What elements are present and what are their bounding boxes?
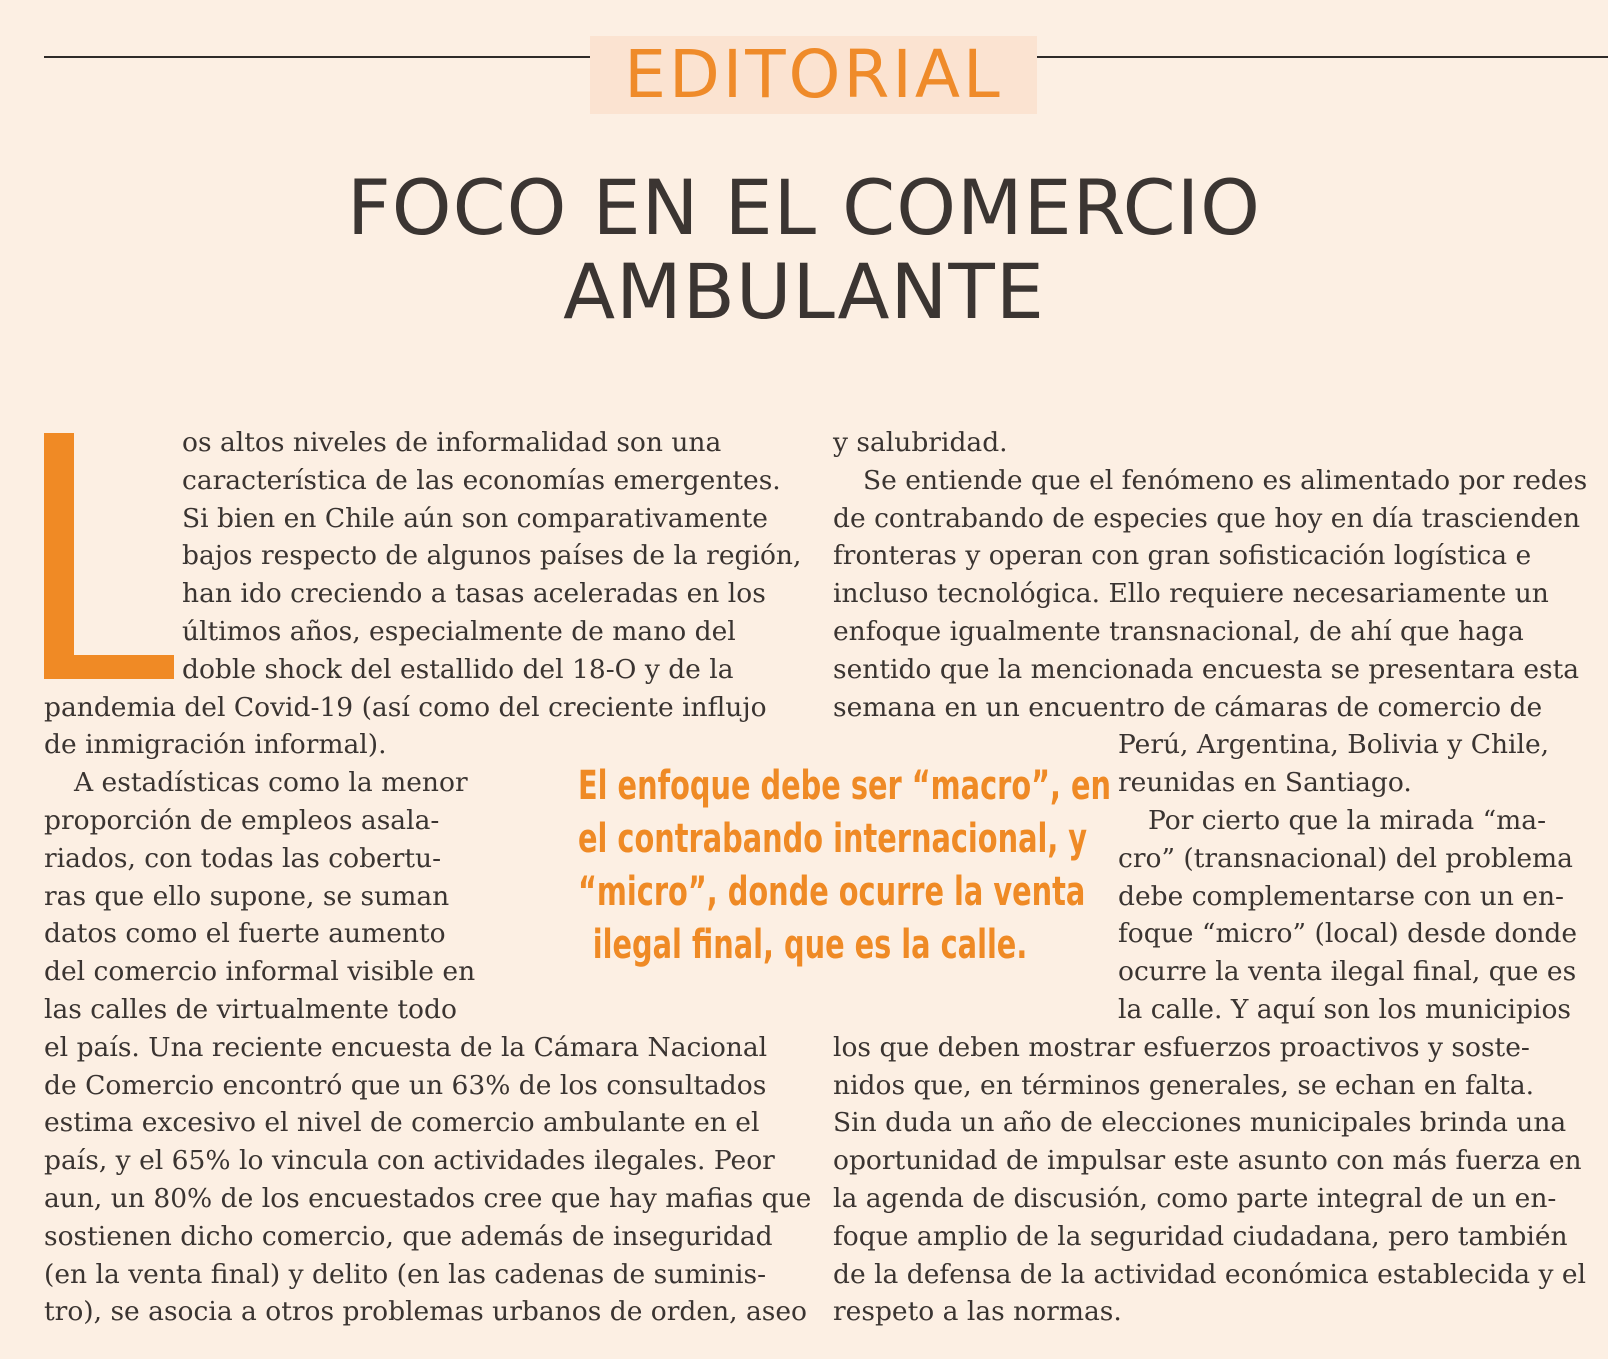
body-line: país, y el 65% lo vincula con actividades ilegales. Peor: [44, 1145, 775, 1177]
body-line: han ido creciendo a tasas aceleradas en los: [182, 578, 766, 610]
body-line: incluso tecnológica. Ello requiere necesariamente un: [833, 578, 1549, 610]
body-line: bajos respecto de algunos países de la región,: [182, 540, 802, 572]
body-line: riados, con todas las cobertu-: [44, 842, 442, 874]
body-line: tro), se asocia a otros problemas urbanos de orden, aseo: [44, 1296, 808, 1328]
body-line: aun, un 80% de los encuestados cree que hay mafias que: [44, 1182, 812, 1214]
body-line: las calles de virtualmente todo: [44, 993, 457, 1025]
body-line: los que deben mostrar esfuerzos proactivos y soste-: [833, 1031, 1530, 1063]
section-label: EDITORIAL: [624, 36, 1003, 113]
body-line: el país. Una reciente encuesta de la Cámara Nacional: [44, 1031, 768, 1063]
pull-quote-line: ilegal final, que es la calle.: [592, 922, 1028, 968]
body-line: oportunidad de impulsar este asunto con más fuerza en: [833, 1145, 1582, 1177]
body-line: sostienen dicho comercio, que además de inseguridad: [44, 1220, 773, 1252]
body-line: estima excesivo el nivel de comercio ambulante en el: [44, 1107, 760, 1139]
body-line: y salubridad.: [833, 427, 1008, 458]
header-rule-left: [44, 56, 590, 58]
pull-quote-line: El enfoque debe ser “macro”, en: [578, 763, 1112, 809]
body-line: Si bien en Chile aún son comparativamente: [182, 502, 768, 534]
body-line: la calle. Y aquí son los municipios: [1118, 993, 1572, 1025]
body-line: ras que ello supone, se suman: [44, 880, 450, 912]
body-line: doble shock del estallido del 18-O y de la: [182, 653, 734, 685]
headline: [44, 163, 1564, 336]
body-line: os altos niveles de informalidad son una: [182, 427, 722, 458]
body-line: foque “micro” (local) desde donde: [1118, 918, 1578, 950]
body-line: del comercio informal visible en: [44, 956, 476, 988]
body-line: característica de las economías emergentes.: [182, 464, 781, 496]
body-line: reunidas en Santiago.: [1118, 767, 1412, 799]
body-line: foque amplio de la seguridad ciudadana, pero también: [833, 1220, 1568, 1252]
body-line: enfoque igualmente transnacional, de ahí que haga: [833, 615, 1524, 647]
body-line: fronteras y operan con gran sofisticación logística e: [833, 540, 1532, 572]
body-line: proporción de empleos asala-: [44, 804, 440, 836]
body-line: respeto a las normas.: [833, 1296, 1122, 1328]
body-line: últimos años, especialmente de mano del: [182, 615, 736, 647]
body-line: cro” (transnacional) del problema: [1118, 842, 1573, 874]
body-line: datos como el fuerte aumento: [44, 918, 446, 950]
body-line: nidos que, en términos generales, se echan en falta.: [833, 1069, 1535, 1101]
pull-quote-line: “micro”, donde ocurre la venta: [578, 869, 1086, 915]
section-label-box: [590, 36, 1037, 114]
pull-quote-line: el contrabando internacional, y: [578, 816, 1088, 862]
pull-quote: [578, 760, 1112, 972]
body-line: de inmigración informal).: [44, 729, 387, 761]
headline-line-2: AMBULANTE: [563, 247, 1045, 336]
body-line: debe complementarse con un en-: [1118, 880, 1565, 912]
body-line: pandemia del Covid-19 (así como del creciente influjo: [44, 691, 767, 723]
headline-line-1: FOCO EN EL COMERCIO: [347, 163, 1261, 252]
body-line: de la defensa de la actividad económica establecida y el: [833, 1258, 1586, 1290]
header-rule-right: [1037, 56, 1608, 58]
body-line: Se entiende que el fenómeno es alimentado por redes: [863, 464, 1588, 496]
body-line: la agenda de discusión, como parte integral de un en-: [833, 1182, 1557, 1214]
body-line: ocurre la venta ilegal final, que es: [1118, 956, 1577, 988]
body-line: sentido que la mencionada encuesta se presentara esta: [833, 653, 1580, 685]
body-line: Por cierto que la mirada “ma-: [1148, 804, 1547, 836]
body-line: de contrabando de especies que hoy en día trascienden: [833, 502, 1581, 534]
body-line: Sin duda un año de elecciones municipales brinda una: [833, 1107, 1567, 1139]
body-line: A estadísticas como la menor: [74, 767, 468, 799]
body-line: semana en un encuentro de cámaras de comercio de: [833, 691, 1543, 723]
body-line: Perú, Argentina, Bolivia y Chile,: [1118, 729, 1550, 761]
body-line: (en la venta final) y delito (en las cadenas de suminis-: [44, 1258, 767, 1290]
body-line: de Comercio encontró que un 63% de los consultados: [44, 1069, 767, 1101]
